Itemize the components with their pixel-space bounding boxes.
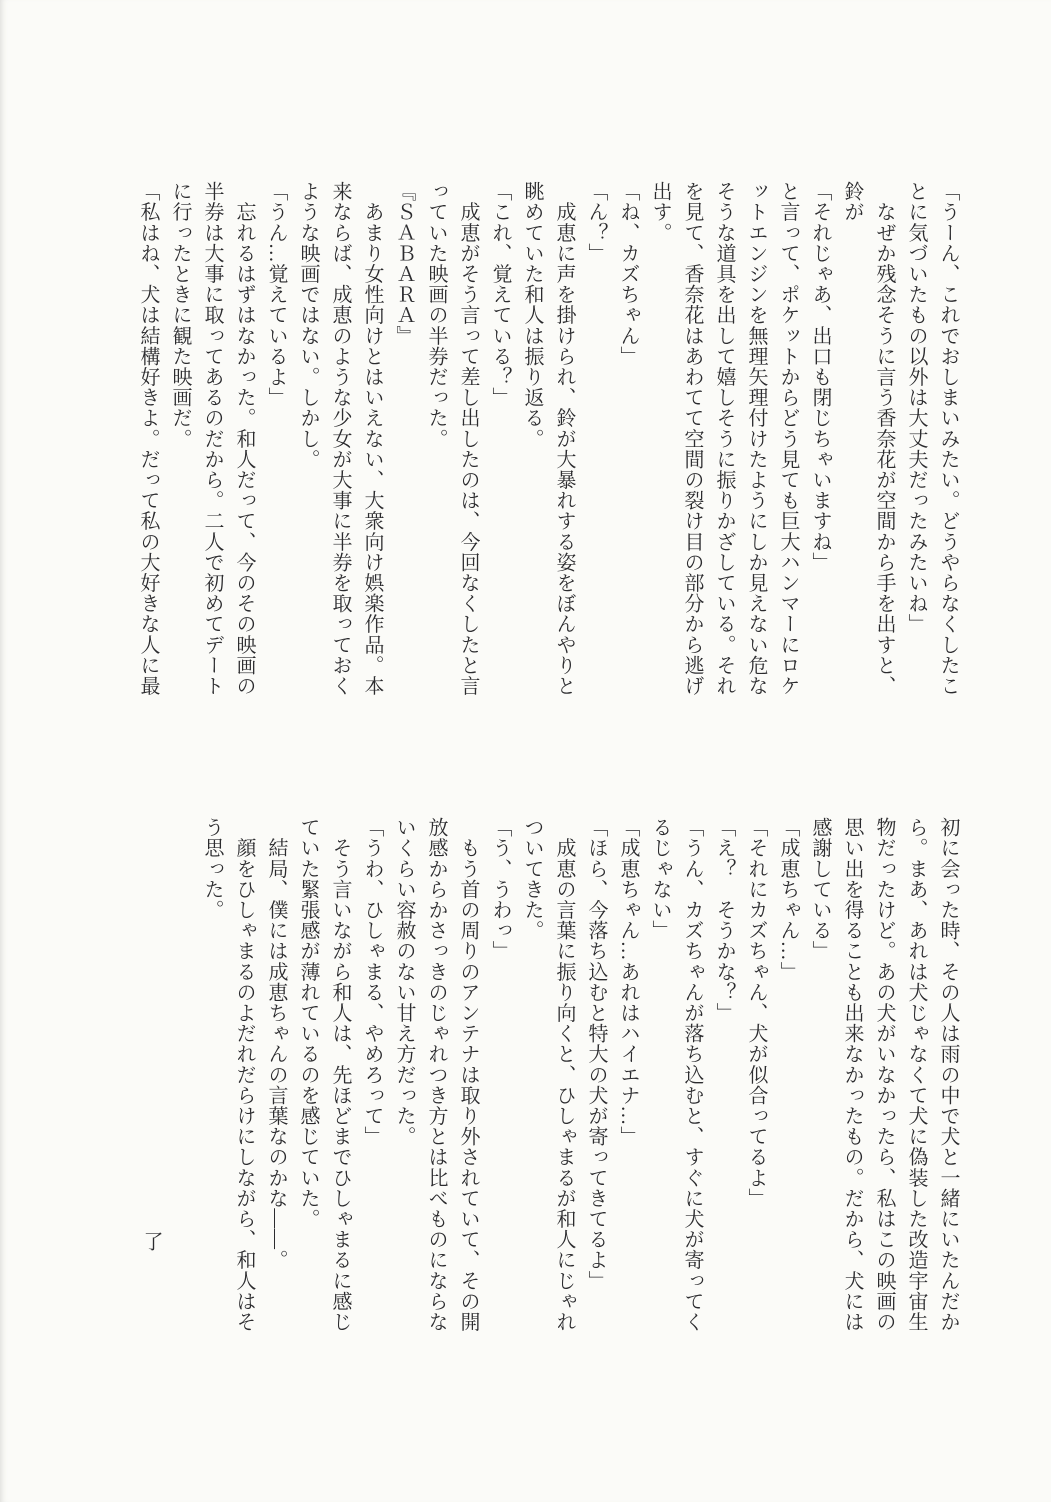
text-line: 「それじゃあ、出口も閉じちゃいますね」 — [809, 181, 831, 573]
text-line: 成恵がそう言って差し出したのは、今回なくしたと言 — [457, 181, 479, 696]
text-line: るじゃない」 — [649, 817, 671, 941]
text-line: 結局、僕には成恵ちゃんの言葉なのかな――。 — [265, 817, 287, 1271]
text-line: 「ん？」 — [585, 181, 607, 264]
text-line: 成恵に声を掛けられ、鈴が大暴れする姿をぼんやりと — [553, 181, 575, 696]
text-line: 忘れるはずはなかった。和人だって、今のその映画の — [233, 181, 255, 696]
text-line: 顔をひしゃまるのよだれだらけにしながら、和人はそ — [233, 817, 255, 1332]
text-line: あまり女性向けとはいえない、大衆向け娯楽作品。本 — [361, 181, 383, 696]
text-line: っていた映画の半券だった。 — [425, 181, 447, 449]
text-line: 「うーん、これでおしまいみたい。どうやらなくしたこ — [937, 181, 959, 696]
text-line: 「成恵ちゃん…あれはハイエナ…」 — [617, 817, 639, 1147]
text-line: を見て、香奈花はあわてて空間の裂け目の部分から逃げ — [681, 181, 703, 696]
text-line: もう首の周りのアンテナは取り外されていて、その開 — [457, 817, 479, 1332]
text-line: 「うん…覚えているよ」 — [265, 181, 287, 408]
text-line: ついてきた。 — [521, 817, 543, 941]
text-line: 「それにカズちゃん、犬が似合ってるよ」 — [745, 817, 767, 1209]
text-line: 感謝している」 — [809, 817, 831, 962]
text-line: なぜか残念そうに言う香奈花が空間から手を出すと、 — [873, 181, 895, 696]
text-line: ットエンジンを無理矢理付けたようにしか見えない危な — [745, 181, 767, 696]
text-line: う思った。 — [201, 817, 223, 920]
text-line: 『ＳＡＢＡＲＡ』 — [393, 181, 415, 346]
text-line: 眺めていた和人は振り返る。 — [521, 181, 543, 449]
text-line: 放感からかさっきのじゃれつき方とは比べものにならな — [425, 817, 447, 1332]
text-line: 初に会った時、その人は雨の中で犬と一緒にいたんだか — [937, 817, 959, 1332]
text-line: に行ったときに観た映画だ。 — [169, 181, 191, 449]
text-line: ら。まあ、あれは犬じゃなくて犬に偽装した改造宇宙生 — [905, 817, 927, 1332]
text-line: 「え？ そうかな？」 — [713, 817, 735, 1023]
text-line: 物だったけど。あの犬がいなかったら、私はこの映画の — [873, 817, 895, 1332]
story-end-mark: 了 — [140, 1231, 162, 1251]
text-line: そう言いながら和人は、先ほどまでひしゃまるに感じ — [329, 817, 351, 1332]
text-line: 「う、うわっ」 — [489, 817, 511, 962]
text-line: ていた緊張感が薄れているのを感じていた。 — [297, 817, 319, 1229]
text-line: 「私はね、犬は結構好きよ。だって私の大好きな人に最 — [137, 181, 159, 696]
text-line: いくらい容赦のない甘え方だった。 — [393, 817, 415, 1147]
text-line: 出す。 — [649, 181, 671, 243]
text-line: 思い出を得ることも出来なかったもの。だから、犬には — [841, 817, 863, 1332]
lower-text-block — [196, 817, 964, 1349]
text-line: 「うわ、ひしゃまる、やめろって」 — [361, 817, 383, 1147]
text-line: 「うん、カズちゃんが落ち込むと、すぐに犬が寄ってく — [681, 817, 703, 1332]
text-line: とに気づいたもの以外は大丈夫だったみたいね」 — [905, 181, 927, 635]
text-line: 鈴が — [841, 181, 863, 223]
text-line: 半券は大事に取ってあるのだから。二人で初めてデート — [201, 181, 223, 696]
text-line: と言って、ポケットからどう見ても巨大ハンマーにロケ — [777, 181, 799, 696]
text-line: 成恵の言葉に振り向くと、ひしゃまるが和人にじゃれ — [553, 817, 575, 1332]
text-line: 「ね、カズちゃん」 — [617, 181, 639, 367]
text-line: ような映画ではない。しかし。 — [297, 181, 319, 470]
text-line: 「ほら、今落ち込むと特大の犬が寄ってきてるよ」 — [585, 817, 607, 1291]
text-line: 「これ、覚えている？」 — [489, 181, 511, 408]
text-line: そうな道具を出して嬉しそうに振りかざしている。それ — [713, 181, 735, 696]
text-line: 「成恵ちゃん…」 — [777, 817, 799, 982]
text-line: 来ならば、成恵のような少女が大事に半券を取っておく — [329, 181, 351, 696]
upper-text-block — [132, 181, 964, 703]
